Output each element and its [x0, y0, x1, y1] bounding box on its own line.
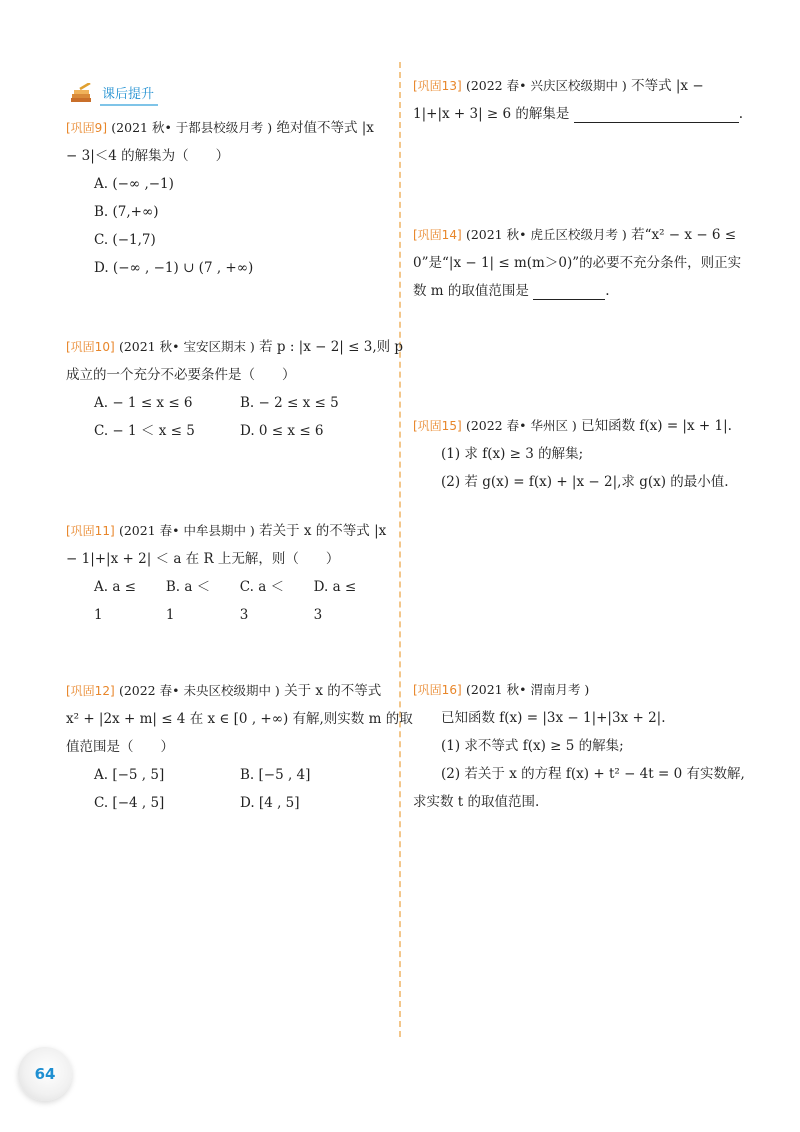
problem-tag: [巩固13] [413, 79, 462, 93]
problem-stem: 绝对值不等式 |x [276, 120, 374, 136]
problem-stem: 若关于 x 的不等式 |x [259, 523, 387, 539]
option-b: B. a ＜ 1 [165, 579, 211, 623]
problem-source: (2021 秋• 虎丘区校级月考 ) [465, 227, 627, 242]
problem-part-2: (2) 若 g(x) = f(x) + |x − 2|,求 g(x) 的最小值. [441, 474, 729, 490]
option-d: D. [4 , 5] [240, 795, 300, 811]
problem-12 [66, 677, 413, 817]
problem-source: (2021 秋• 宝安区期末 ) [118, 339, 255, 354]
option-b: B. − 2 ≤ x ≤ 5 [240, 395, 339, 411]
option-a: A. (−∞ ,−1) [94, 176, 174, 192]
option-a: A. a ≤ 1 [94, 579, 136, 623]
problem-stem: 已知函数 f(x) = |3x − 1|+|3x + 2|. [441, 710, 666, 726]
option-b: B. [−5 , 4] [240, 767, 311, 783]
problem-stem: − 1|+|x + 2| ＜ a 在 R 上无解，则（ ） [66, 551, 340, 567]
problem-stem: 若“x² − x − 6 ≤ [631, 227, 737, 243]
problem-stem: 关于 x 的不等式 [284, 683, 382, 699]
problem-stem: 已知函数 f(x) = |x + 1|. [581, 418, 732, 434]
problem-13 [413, 72, 743, 128]
problem-stem: 1|+|x + 3| ≥ 6 的解集是 [413, 106, 570, 122]
option-d: D. a ≤ 3 [313, 579, 357, 623]
problem-part-1: (1) 求不等式 f(x) ≥ 5 的解集; [441, 738, 624, 754]
option-c: C. [−4 , 5] [94, 795, 165, 811]
option-b: B. (7,+∞) [94, 204, 159, 220]
problem-part-1: (1) 求 f(x) ≥ 3 的解集; [441, 446, 584, 462]
problem-stem: 成立的一个充分不必要条件是（ ） [66, 367, 296, 383]
option-a: A. − 1 ≤ x ≤ 6 [94, 395, 193, 411]
problem-tag: [巩固16] [413, 683, 462, 697]
problem-part-2: (2) 若关于 x 的方程 f(x) + t² − 4t = 0 有实数解, [441, 766, 745, 782]
option-d: D. (−∞ , −1) ∪ (7 , +∞) [94, 260, 254, 276]
problem-stem: 0”是“|x − 1| ≤ m(m＞0)”的必要不充分条件，则正实 [413, 255, 742, 271]
problem-tag: [巩固15] [413, 419, 462, 433]
problem-15 [413, 412, 743, 496]
problem-source: (2021 秋• 渭南月考 ) [465, 682, 590, 697]
period: . [605, 283, 610, 299]
problem-source: (2022 春• 未央区校级期中 ) [118, 683, 280, 698]
page-number: 64 [18, 1047, 72, 1101]
problem-stem: x² + |2x + m| ≤ 4 在 x ∈ [0 , +∞) 有解,则实数 m 的取 [66, 711, 413, 727]
option-c: C. a ＜ 3 [239, 579, 285, 623]
problem-tag: [巩固9] [66, 121, 107, 135]
problem-source: (2021 秋• 于都县校级月考 ) [111, 120, 273, 135]
section-title: 课后提升 [100, 81, 158, 106]
problem-source: (2022 春• 华州区 ) [465, 418, 577, 433]
answer-blank[interactable] [533, 283, 605, 300]
problem-16 [413, 676, 743, 816]
problem-stem: − 3|＜4 的解集为（ ） [66, 148, 230, 164]
problem-tag: [巩固14] [413, 228, 462, 242]
problem-tag: [巩固10] [66, 340, 115, 354]
column-divider [399, 62, 401, 1037]
problem-tag: [巩固11] [66, 524, 115, 538]
problem-tag: [巩固12] [66, 684, 115, 698]
answer-blank[interactable] [574, 106, 739, 123]
problem-source: (2022 春• 兴庆区校级期中 ) [465, 78, 627, 93]
option-c: C. (−1,7) [94, 232, 156, 248]
problem-stem: 若 p : |x − 2| ≤ 3,则 p [259, 339, 404, 355]
option-c: C. − 1 ＜ x ≤ 5 [94, 423, 195, 439]
option-a: A. [−5 , 5] [94, 767, 165, 783]
period: . [738, 106, 744, 122]
books-pencil-icon [70, 83, 94, 103]
problem-source: (2021 春• 中牟县期中 ) [118, 523, 255, 538]
problem-stem: 数 m 的取值范围是 [413, 283, 529, 299]
problem-stem: 不等式 |x − [631, 78, 704, 94]
option-d: D. 0 ≤ x ≤ 6 [240, 423, 324, 439]
problem-stem: 值范围是（ ） [66, 739, 174, 755]
problem-11 [66, 517, 386, 629]
problem-9 [66, 114, 386, 282]
section-header [70, 80, 158, 106]
problem-part-2-cont: 求实数 t 的取值范围. [413, 794, 540, 810]
problem-10 [66, 333, 404, 445]
problem-14 [413, 221, 743, 305]
